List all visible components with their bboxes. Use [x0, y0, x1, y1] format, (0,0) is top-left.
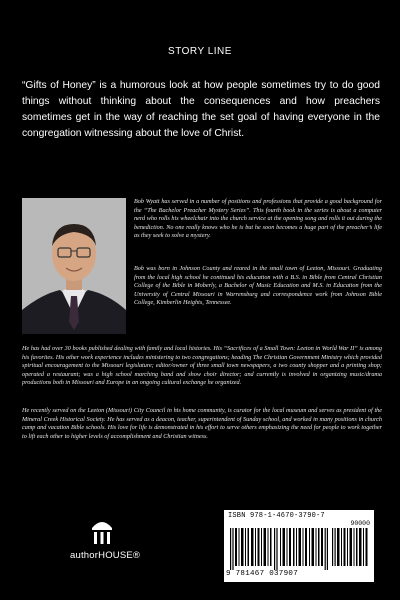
bio-paragraph-3: He has had over 30 books published dealing with family and local histories. His “Sacrifices of a Small Town: Leeton in World War II” is among his favorites. His other work experience includes ministering to two congregations; heading The Christian Government Ministry which provided spiritual encouragement to the Missouri legislature; editor/owner of three small town newspapers, a two county shopper and a printing shop; operated a restaurant; was a high school marching band and show choir director; and currently is involved in organizing music/drama productions both in Missouri and Europe in an ongoing cultural exchange he organized. [22, 345, 382, 387]
bio-paragraph-2: Bob was born in Johnson County and reared in the small town of Leeton, Missouri. Graduating from the local high school he continued his education with a B.S. in Bible from Central Christian College of the Bible in Moberly, a Bachelor of Music Education and M.S. in Education from the University of Central Missouri in Warrensburg and correspondence work from Johnson Bible College, Kimberlin Heights, Tennessee. [134, 265, 382, 307]
isbn-text: ISBN 978-1-4670-3790-7 [228, 512, 325, 520]
publisher-house-icon [90, 516, 114, 546]
price-barcode-bars [332, 528, 370, 566]
bio-paragraph-1: Bob Wyatt has served in a number of positions and professions that provide a good background for the “The Bachelor Preacher Mystery Series”. This fourth book in the series is about a computer nerd who rolls his wheelchair into the church service at the opening song and rolls it out during the benediction. No one really knows who he is but he soon becomes a huge part of the preacher’s life as they seek to solve a mystery. [134, 198, 382, 240]
isbn-barcode [224, 510, 374, 582]
publisher-name: authorHOUSE® [70, 550, 141, 561]
barcode-bars [230, 528, 328, 570]
price-code: 90000 [350, 520, 370, 527]
section-heading: STORY LINE [168, 46, 232, 57]
publisher-logo [70, 516, 141, 576]
story-blurb: “Gifts of Honey” is a humorous look at how people sometimes try to do good things without thinking about the consequences and how preachers sometimes get in the way of reaching the set goal of having everyone in the congregation witnessing about the love of Christ. [22, 80, 380, 139]
author-photo [22, 198, 126, 334]
barcode-digits: 9 781467 037907 [226, 570, 299, 578]
bio-paragraph-4: He recently served on the Leeton (Missouri) City Council in his home community, is curator for the local museum and serves as president of the Mineral Creek Historical Society. He has served as a deacon, teacher, superintendent of Sunday school, and worked in many positions in church camp and vacation Bible schools. His love for life is demonstrated in his effort to serve others emphasizing the need for people to work together to lift each other to higher levels of accomplishment and Christian witness. [22, 407, 382, 440]
